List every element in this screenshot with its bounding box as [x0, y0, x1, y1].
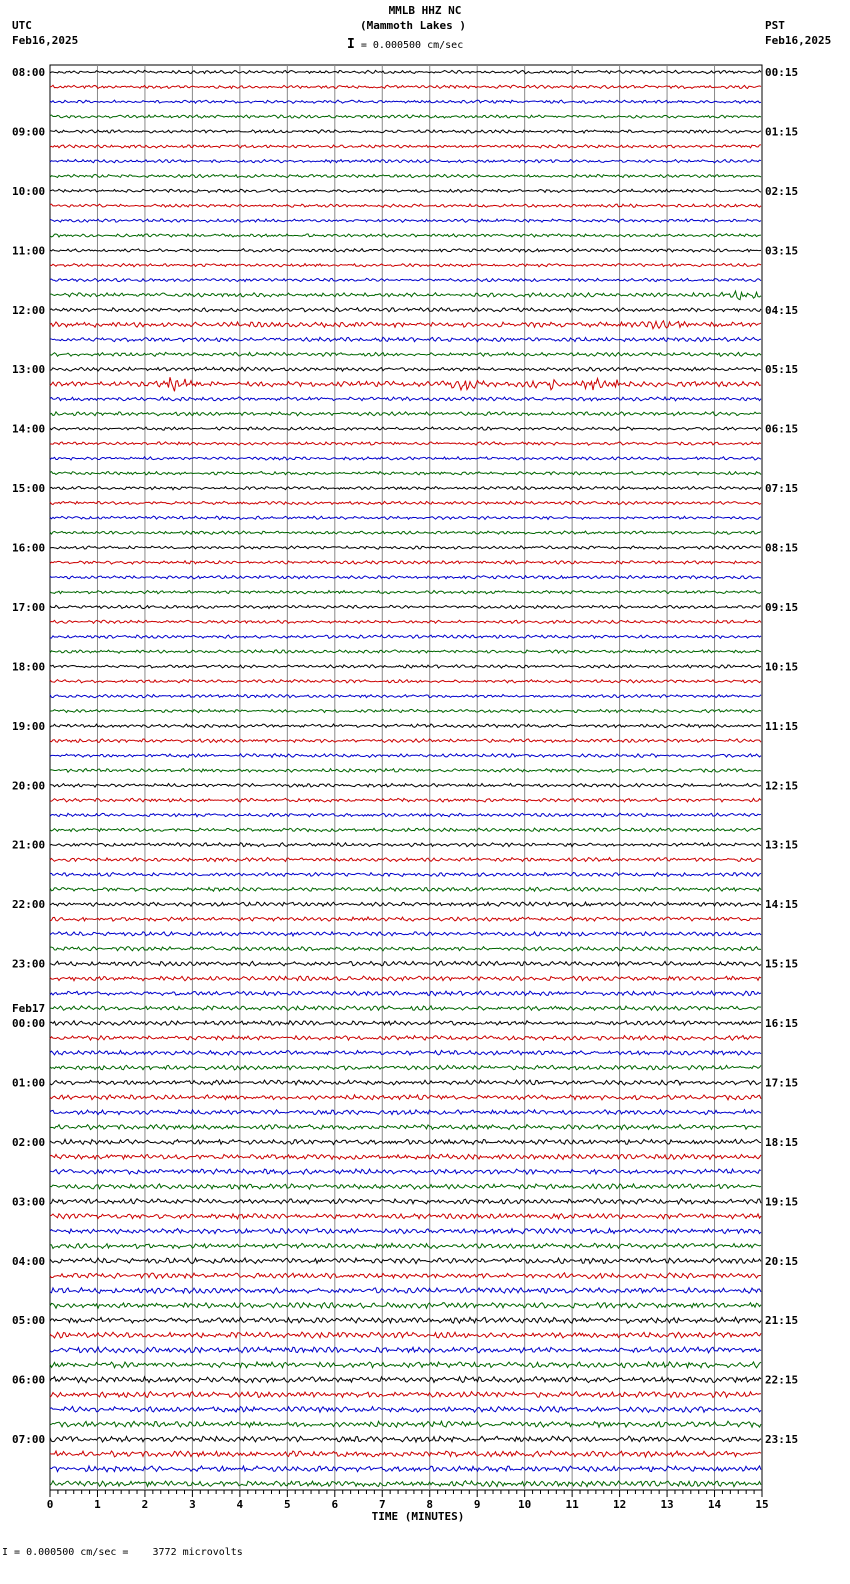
trace-row [50, 442, 761, 445]
trace-row [50, 264, 761, 267]
trace-row [50, 1332, 761, 1338]
trace-row [50, 1303, 761, 1309]
x-tick-label: 10 [518, 1498, 532, 1511]
pst-hour-label: 02:15 [765, 184, 799, 198]
trace-row [50, 1095, 761, 1100]
pst-hour-label: 07:15 [765, 482, 799, 496]
utc-hour-label: 14:00 [12, 422, 46, 436]
utc-hour-label: 09:00 [12, 125, 46, 139]
trace-row [50, 1169, 761, 1174]
trace-row [50, 337, 761, 341]
trace-row [50, 813, 761, 817]
pst-hour-label: 14:15 [765, 898, 799, 912]
pst-hour-label: 22:15 [765, 1373, 799, 1387]
trace-row [50, 189, 761, 192]
trace-row [50, 531, 761, 534]
pst-hour-label: 21:15 [765, 1314, 799, 1328]
trace-row [50, 100, 761, 103]
utc-hour-label: 15:00 [12, 482, 46, 496]
trace-row [50, 115, 761, 118]
trace-row [50, 1139, 761, 1144]
trace-row [50, 1199, 761, 1204]
trace-row [50, 961, 761, 966]
trace-row [50, 754, 761, 758]
pst-hour-label: 01:15 [765, 125, 799, 139]
utc-date: Feb16,2025 [12, 34, 79, 47]
trace-row [50, 917, 761, 921]
trace-row [50, 902, 761, 906]
trace-row [50, 352, 761, 356]
trace-row [50, 1273, 761, 1279]
trace-row [50, 1451, 761, 1457]
trace-row [50, 1392, 761, 1398]
trace-row [50, 145, 761, 148]
trace-row [50, 620, 761, 623]
x-tick-label: 15 [755, 1498, 769, 1511]
trace-row [50, 665, 761, 668]
trace-row [50, 1021, 761, 1026]
pst-hour-label: 11:15 [765, 719, 799, 733]
pst-label: PST [765, 19, 785, 32]
trace-row [50, 70, 761, 73]
utc-hour-label: 04:00 [12, 1254, 46, 1268]
utc-hour-label: 08:00 [12, 66, 46, 79]
x-tick-label: 9 [473, 1498, 481, 1511]
utc-hour-label: 22:00 [12, 898, 46, 912]
utc-hour-label: 17:00 [12, 600, 46, 614]
trace-row [50, 1317, 761, 1323]
trace-row [50, 1288, 761, 1294]
utc-hour-label: 05:00 [12, 1314, 46, 1328]
trace-row [50, 546, 761, 549]
trace-row [50, 1243, 761, 1248]
pst-hour-label: 13:15 [765, 838, 799, 852]
pst-hour-label: 00:15 [765, 66, 799, 79]
pst-hour-label: 15:15 [765, 957, 799, 971]
trace-row [50, 932, 761, 936]
trace-row [50, 457, 761, 460]
trace-row [50, 1080, 761, 1085]
trace-row [50, 739, 761, 743]
x-tick-label: 11 [565, 1498, 579, 1511]
trace-row [50, 427, 761, 430]
utc-hour-label: 20:00 [12, 779, 46, 793]
utc-hour-label: 19:00 [12, 719, 46, 733]
trace-row [50, 798, 761, 802]
x-tick-label: 0 [46, 1498, 54, 1511]
utc-hour-label: 03:00 [12, 1195, 46, 1209]
trace-row [50, 769, 761, 773]
trace-row [50, 561, 761, 564]
pst-hour-label: 23:15 [765, 1433, 799, 1447]
trace-row [50, 1421, 761, 1427]
trace-row [50, 858, 761, 862]
scale-text: = 0.000500 cm/sec [360, 40, 464, 51]
trace-row [50, 1214, 761, 1219]
x-tick-label: 12 [612, 1498, 627, 1511]
trace-row [50, 635, 761, 638]
trace-row [50, 605, 761, 608]
trace-row [50, 159, 761, 162]
trace-row [50, 1377, 761, 1383]
x-tick-label: 13 [660, 1498, 674, 1511]
pst-hour-label: 05:15 [765, 363, 799, 377]
trace-row [50, 219, 761, 222]
location-title: (Mammoth Lakes ) [360, 19, 466, 32]
trace-row [50, 576, 761, 579]
trace-row [50, 1481, 761, 1487]
trace-row [50, 1466, 761, 1472]
scale-bar-icon: I [347, 37, 355, 52]
x-tick-label: 3 [189, 1498, 196, 1511]
trace-row [50, 1125, 761, 1130]
trace-row [50, 1258, 761, 1263]
trace-row [50, 843, 761, 847]
trace-row [50, 278, 761, 281]
trace-row [50, 501, 761, 504]
pst-hour-label: 12:15 [765, 779, 799, 793]
trace-row [50, 1362, 761, 1368]
pst-hour-label: 06:15 [765, 422, 799, 436]
trace-row [50, 976, 761, 981]
trace-row [50, 321, 761, 329]
trace-row [50, 204, 761, 207]
utc-hour-label: 00:00 [12, 1017, 46, 1031]
trace-row [50, 709, 761, 712]
trace-row [50, 249, 761, 252]
trace-row [50, 397, 761, 401]
trace-row [50, 1006, 761, 1011]
trace-row [50, 828, 761, 832]
utc-label: UTC [12, 19, 32, 32]
utc-hour-label: 11:00 [12, 244, 46, 258]
pst-hour-label: 16:15 [765, 1017, 799, 1031]
trace-row [50, 1184, 761, 1189]
trace-row [50, 308, 761, 312]
x-tick-label: 5 [284, 1498, 291, 1511]
footer-scale-note [2, 1546, 243, 1559]
trace-row [50, 174, 761, 177]
trace-row [50, 85, 761, 88]
pst-hour-label: 20:15 [765, 1254, 799, 1268]
trace-row [50, 367, 761, 371]
trace-row [50, 486, 761, 489]
footer-scale-text: = 0.000500 cm/sec = 3772 microvolts [14, 1547, 243, 1558]
trace-row [50, 650, 761, 653]
scale-bar-icon-footer: I [2, 1547, 15, 1558]
trace-row [50, 694, 761, 697]
pst-hour-label: 18:15 [765, 1135, 799, 1149]
x-axis-label: TIME (MINUTES) [371, 1510, 465, 1523]
trace-row [50, 724, 761, 728]
utc-hour-label: 12:00 [12, 303, 46, 317]
pst-date: Feb16,2025 [765, 34, 832, 47]
utc-hour-label: 23:00 [12, 957, 46, 971]
trace-row [50, 516, 761, 519]
trace-row [50, 1347, 761, 1353]
trace-row [50, 887, 761, 891]
pst-hour-label: 17:15 [765, 1076, 799, 1090]
utc-hour-label: 07:00 [12, 1433, 46, 1447]
utc-hour-label: 16:00 [12, 541, 46, 555]
trace-row [50, 291, 761, 300]
station-title: MMLB HHZ NC [388, 4, 462, 17]
trace-row [50, 1436, 761, 1442]
x-tick-label: 4 [236, 1498, 244, 1511]
trace-row [50, 130, 761, 133]
x-tick-label: 14 [707, 1498, 722, 1511]
date-change-label: Feb17 [12, 1002, 46, 1016]
utc-hour-label: 13:00 [12, 363, 46, 377]
utc-hour-label: 10:00 [12, 184, 46, 198]
trace-row [50, 472, 761, 475]
trace-row [50, 234, 761, 237]
x-tick-label: 6 [331, 1498, 339, 1511]
trace-row [50, 591, 761, 594]
trace-row [50, 1406, 761, 1412]
x-tick-label: 2 [141, 1498, 149, 1511]
trace-row [50, 1110, 761, 1115]
utc-hour-label: 02:00 [12, 1135, 46, 1149]
pst-hour-label: 19:15 [765, 1195, 799, 1209]
utc-hour-label: 18:00 [12, 660, 46, 674]
trace-row [50, 1050, 761, 1055]
x-tick-label: 8 [426, 1498, 434, 1511]
pst-hour-label: 04:15 [765, 303, 799, 317]
x-tick-label: 1 [94, 1498, 101, 1511]
pst-hour-label: 10:15 [765, 660, 799, 674]
trace-row [50, 1065, 761, 1070]
pst-hour-label: 09:15 [765, 600, 799, 614]
trace-row [50, 412, 761, 416]
utc-hour-label: 06:00 [12, 1373, 46, 1387]
utc-hour-label: 21:00 [12, 838, 46, 852]
trace-row [50, 1229, 761, 1234]
trace-row [50, 947, 761, 951]
trace-row [50, 991, 761, 996]
pst-hour-label: 03:15 [765, 244, 799, 258]
trace-row [50, 872, 761, 876]
trace-row [50, 680, 761, 683]
pst-hour-label: 08:15 [765, 541, 799, 555]
trace-row [50, 377, 761, 391]
trace-row [50, 1036, 761, 1041]
utc-hour-label: 01:00 [12, 1076, 46, 1090]
trace-row [50, 784, 761, 788]
trace-row [50, 1154, 761, 1159]
x-tick-label: 7 [378, 1498, 386, 1511]
